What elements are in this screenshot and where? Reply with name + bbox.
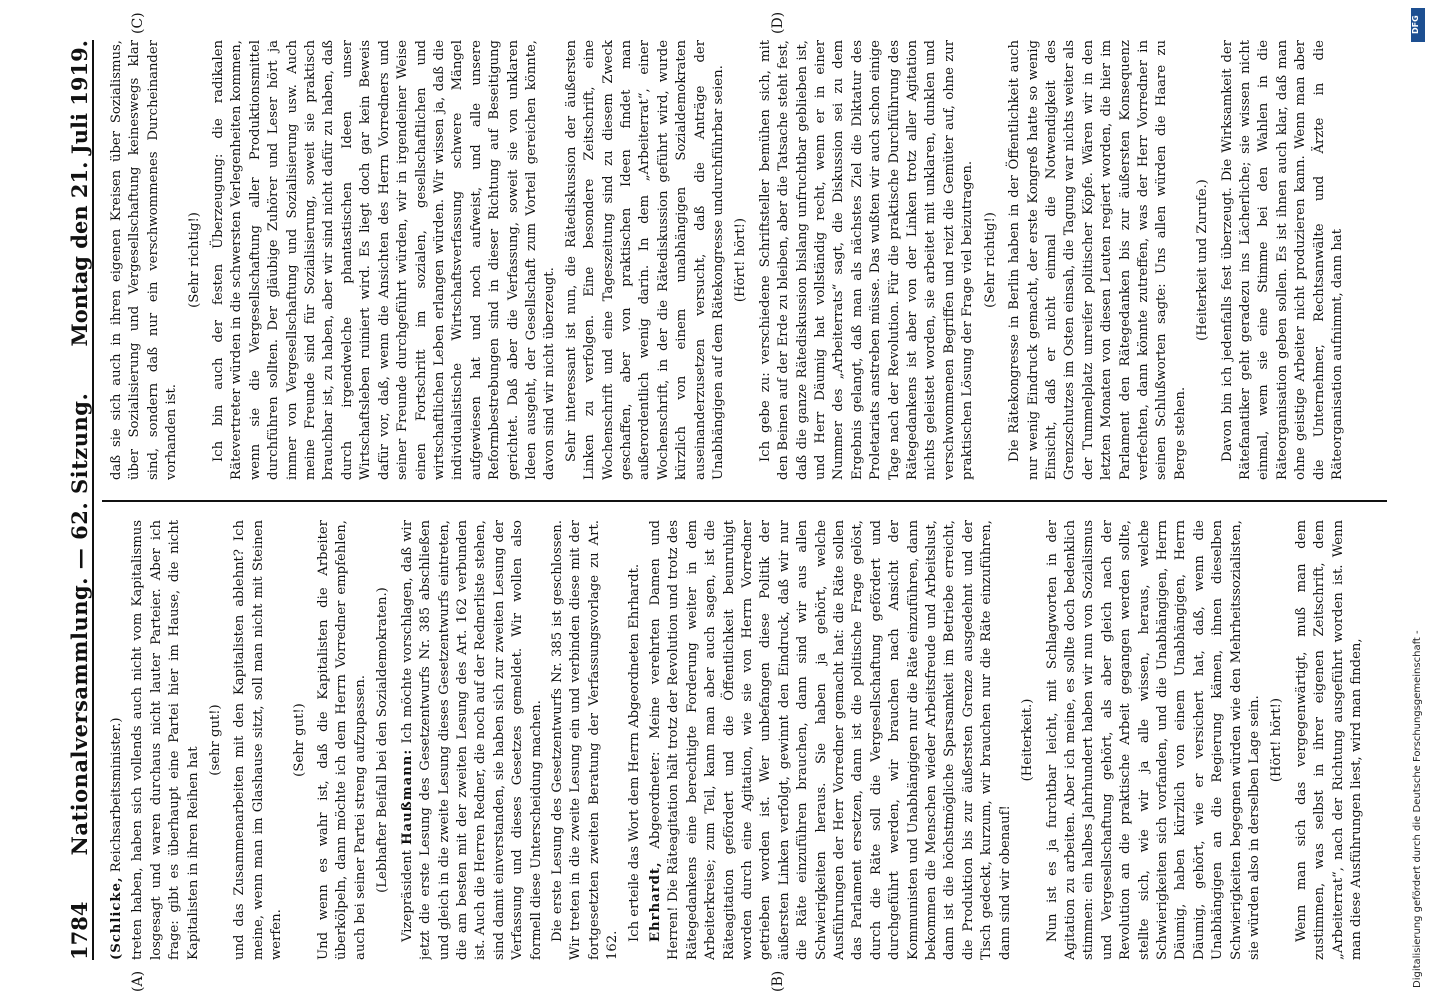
paragraph: daß sie sich auch in ihren eigenen Kreisen über Sozialismus, über Sozialisierung und Vergesellschaftung keineswegs klar sind, sondern daß nur ein verschwommenes Durcheinander vorhanden ist. [109,40,180,480]
rotated-page [30,0,1410,1000]
paragraph: Davon bin ich jedenfalls fest überzeugt. Die Wirksamkeit der Rätefanatiker geht geradezu ins Lächerliche; sie wissen nicht einmal, wem sie eine Stimme bei den Wahlen in die Räteorganisation geben sollen. Es ist ihnen auch klar, daß man ohne geistige Arbeiter nicht produzieren kann. Wenn man aber die Unternehmer, Rechtsanwälte und Ärzte in die Räteorganisation aufnimmt, dann hat [1219,40,1345,480]
paragraph: Nun ist es ja furchtbar leicht, mit Schlagworten in der Agitation zu arbeiten. Aber ich meine, es sollte doch bedenklich stimmen: ein halbes Jahrhundert haben wir nun von Sozialismus und Vergesellschaftung gehört, als aber gleich nach der Revolution an die praktische Arbeit gegangen werden sollte, stellte sich, wie wir ja alle wissen, heraus, welche Schwierigkeiten sich vorfanden, und die Unabhängigen, Herrn Däumig, haben kürzlich von einem Unabhängigen, Herrn Däumig, gehört, wie er versichert hat, daß, wenn die Unabhängigen an die Regierung kämen, ihnen dieselben Schwierigkeiten begegnen würden wie den Mehrheitssozialisten, sie würden also in derselben Lage sein. [1044,520,1262,960]
margin-marker-b: (B) [770,970,786,992]
interjection: (Sehr gut!) [291,703,307,777]
paragraph: Wenn man sich das vergegenwärtigt, muß man dem zustimmen, was selbst in ihrer eigenen Zeitschrift, dem „Arbeiterrat“, nach der Richtung ausgeführt worden ist. Wenn man diese Ausführungen liest, wird man finden, [1293,520,1364,960]
speaker-role: Reichsarbeitsminister.) [109,717,124,877]
speaker-name: Ehrhardt, [647,861,663,942]
paragraph: Und wenn es wahr ist, daß die Kapitalisten die Arbeiter überkölpeln, dann möchte ich dem Herrn Vorredner empfehlen, auch bei seiner Partei streng aufzupassen. [316,520,368,960]
speech-text: Abgeordneter: Meine verehrten Damen und Herren! Die Räteagitation hält trotz der Revolution und trotz des Rätegedankens eine berechtigte Forderung weiter in dem Arbeiterkreise; zum Teil, kann man aber auch sagen, ist die Räteagitation gefördert und die Öffentlichkeit beunruhigt worden durch eine Agitation, wie sie von Herrn Vorredner getrieben worden ist. Wer unbefangen diese Politik der äußersten Linken verfolgt, gewinnt den Eindruck, daß wir nur die Räte einzuführen brauchen, dann sind wir aus allen Schwierigkeiten heraus. Sie haben ja gehört, welche Ausführungen der Herr Vorredner gemacht hat: die Räte sollen das Parlament ersetzen, dann ist die politische Frage gelöst, durch die Räte soll die Vergesellschaftung gefördert und durchgeführt werden, wir brauchen nach Ansicht der Kommunisten und Unabhängigen nur die Räte einzuführen, dann bekommen die Menschen wieder Arbeitsfreude und Arbeitslust, dann ist die höchstmögliche Sparsamkeit im Betriebe erreicht, die Produktion bis zur äußersten Grenze ausgedehnt und der Tisch gedeckt, kurzum, wir brauchen nur die Räte einzuführen, dann sind wir obenauf! [647,520,1013,960]
column-divider [102,500,1387,502]
speech-paragraph [399,520,546,960]
paragraph: Die Rätekongresse in Berlin haben in der Öffentlichkeit auch nur wenig Eindruck gemacht, der erste Kongreß hatte so wenig Einsicht, daß er nicht einmal die Notwendigkeit des Grenzschutzes im Osten einsah, die Tagung war nichts weiter als der Tummelplatz unreifer politischer Köpfe. Wären wir in den letzten Monaten von diesen Leuten regiert worden, die hier im Parlament den Rätegedanken bis zur äußersten Konsequenz verfechten, dann könnte zutreffen, was der Herr Vorredner in seinen Schlußworten sagte: Uns allen würden die Haare zu Berge stehen. [1007,40,1188,480]
interjection: (Sehr richtig!) [982,212,998,308]
speaker-name: (Schlicke, [109,876,124,960]
paragraph: Ich bin auch der festen Überzeugung: die radikalen Rätevertreter würden in die schwersten Verlegenheiten kommen, wenn sie die Vergesellschaftung aller Produktionsmittel durchführen sollten. Der gläubige Zuhörer und Leser hört ja immer von Vergesellschaftung und Sozialisierung usw. Auch meine Freunde sind für Sozialisierung, soweit sie praktisch brauchbar ist, zu haben, aber wir sind nicht dafür zu haben, daß durch irgendwelche phantastischen Ideen unser Wirtschaftsleben ruiniert wird. Es liegt doch gar kein Beweis dafür vor, daß, wenn die Ansichten des Herrn Vorredners und seiner Freunde durchgeführt würden, wir in irgendeiner Weise einen Fortschritt im sozialen, gesellschaftlichen und wirtschaftlichen Leben erlangen würden. Wir wissen ja, daß die individualistische Wirtschaftsverfassung schwere Mängel aufgewiesen hat und noch aufweist, und alle unsere Reformbestrebungen sind in dieser Richtung auf Beseitigung gerichtet. Daß aber die Verfassung, soweit sie von unklaren Ideen ausgeht, der Gesellschaft zum Vorteil gereichen könnte, davon sind wir nicht überzeugt. [211,40,558,480]
speaker-name: Haußmann: [399,748,415,845]
speaker-prefix: Vizepräsident [399,844,415,942]
margin-marker-a: (A) [130,970,146,992]
interjection: (Lebhafter Beifall bei den Sozialdemokraten.) [375,587,391,893]
digitization-credit: Digitalisierung gefördert durch die Deutsche Forschungsgemeinschaft - [1412,630,1423,988]
interjection: (Hört! hört!) [1269,697,1285,783]
paragraph: Sehr interessant ist nun, die Rätediskussion der äußersten Linken zu verfolgen. Eine besondere Zeitschrift, eine Wochenschrift und eine Tageszeitung sind zu diesem Zweck geschaffen, aber von praktischen Ideen findet man außerordentlich wenig darin. In dem „Arbeiterrat“, einer Wochenschrift, in der die Rätediskussion geführt wird, wurde kürzlich von einem unabhängigen Sozialdemokraten auseinanderzusetzen versucht, daß die Anträge der Unabhängigen auf dem Rätekongresse undurchführbar seien. [563,40,726,480]
margin-marker-c: (C) [130,12,146,34]
interjection: (Hört! hört!) [733,217,749,303]
speaker-line [108,520,126,960]
paragraph: Die erste Lesung des Gesetzentwurfs Nr. 385 ist geschlossen. Wir treten in die zweite Lesung ein und verbinden diese mit der fortgesetzten zweiten Beratung der Verfassungsvorlage zu Art. 162. [549,520,621,960]
interjection: (Sehr richtig!) [186,212,202,308]
speech-paragraph [647,520,1015,960]
left-column [108,520,1378,960]
interjection: (Heiterkeit.) [1020,698,1036,782]
paragraph: Ich gebe zu: verschiedene Schriftsteller bemühen sich, mit den Beinen auf der Erde zu bleiben, aber die Tatsache steht fest, daß die ganze Rätediskussion bislang unfruchtbar geblieben ist, und Herr Däumig hat vollständig recht, wenn er in einer Nummer des „Arbeiterrats“ sagt, die Diskussion sei zu dem Ergebnis gelangt, daß man als nächstes Ziel die Diktatur des Proletariats anstreben müsse. Das wußten wir auch schon einige Tage nach der Revolution. Für die praktische Durchführung des Rätegedankens ist aber von der Linken trotz aller Agitation nichts geleistet worden, sie arbeitet mit unklaren, dunklen und verschwommenen Begriffen und reizt die Gemüter auf, ohne zur praktischen Lösung der Frage viel beizutragen. [757,40,976,480]
right-column [108,40,1378,480]
margin-marker-d: (D) [770,11,786,34]
page-number: 1784 [67,901,92,960]
session-date: Montag den 21. Juli 1919. [67,40,92,347]
assembly-title: Nationalversammlung. — 62. Sitzung. [67,392,92,856]
paragraph: und das Zusammenarbeiten mit den Kapitalisten ablehnt? Ich meine, wenn man im Glashause sitzt, soll man nicht mit Steinen werfen. [232,520,285,960]
page-header [48,40,94,960]
paragraph: Ich erteile das Wort dem Herrn Abgeordneten Ehrhardt. [626,563,642,942]
paragraph: treten haben, haben sich vollends auch nicht vom Kapitalismus losgesagt und waren durchaus nicht lauter Parteier. Aber ich frage: gibt es überhaupt eine Partei hier im Hause, die nicht Kapitalisten in ihren Reihen hat [130,520,201,960]
interjection: (Heiterkeit und Zurufe.) [1195,179,1211,341]
interjection: (sehr gut!) [208,704,224,776]
dfg-logo: DFG [1411,8,1425,42]
speech-text: Ich möchte vorschlagen, daß wir jetzt die erste Lesung des Gesetzentwurfs Nr. 385 abschließen und gleich in die zweite Lesung dieses Gesetzentwurfs eintreten, die am besten mit der zweiten Lesung des Art. 162 verbunden ist. Auch die Herren Redner, die noch auf der Rednerliste stehen, sind damit einverstanden, sie haben sich zur zweiten Lesung der Verfassung und dieses Gesetzes gemeldet. Wir wollen also formell diese Unterscheidung machen. [399,520,544,960]
